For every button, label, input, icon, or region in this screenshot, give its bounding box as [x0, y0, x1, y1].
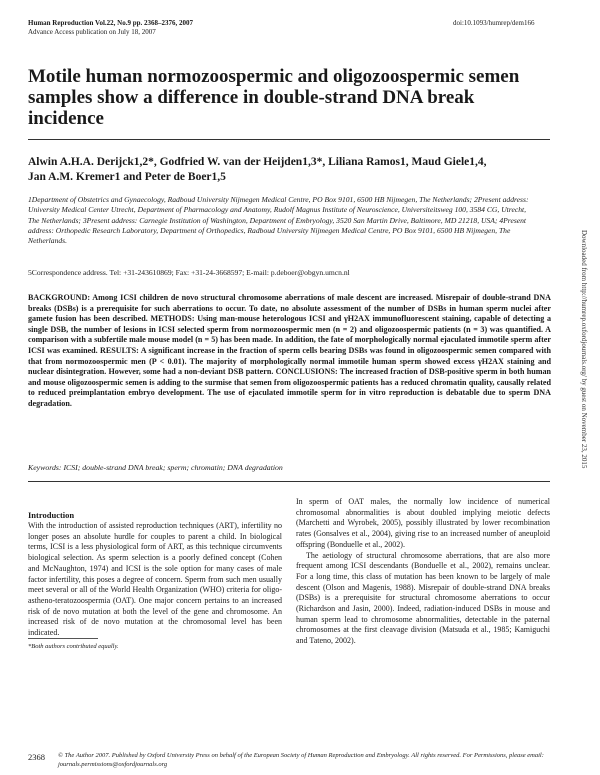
introduction-left-column: With the introduction of assisted reproduction techniques (ART), infertility no longer poses an absolute hurdle for couples to parent a child. In biological terms, ICSI is a less physiological form of ART, as this technique circumvents biological selection. As sperm selection is a poorly defined concept (Cohen and McNaughton, 1974) and ICSI is the sole option for many cases of male factor infertility, this poses a degree of concern. Sperm from such men usually meet several or all of the World Health Organization (WHO) criteria for oligo-astheno-teratozoospermia (OAT). One major concern pertains to an increased risk of de novo mutation at both the level of the gene and chromosome. An increased risk of de novo mutation at the chromosomal level has been indicated.: [28, 521, 282, 638]
download-watermark: [578, 230, 590, 550]
footnote: *Both authors contributed equally.: [28, 643, 119, 650]
journal-citation: Human Reproduction Vol.22, No.9 pp. 2368–2376, 2007: [28, 19, 193, 27]
title-divider: [28, 139, 550, 140]
intro-paragraph-1: In sperm of OAT males, the normally low incidence of numerical chromosomal abnormalities is about doubled implying meiotic defects (Marchetti and Wyrobek, 2005), possibly illustrated by lower recombination rates (Gonsalves et al., 2004), giving rise to an increased number of aneuploid offspring (Bonduelle et al., 2002).: [296, 497, 550, 549]
advance-access: Advance Access publication on July 18, 2007: [28, 28, 156, 36]
introduction-right-column: [296, 497, 550, 647]
abstract: BACKGROUND: Among ICSI children de novo structural chromosome aberrations of male descent are increased. Misrepair of double-strand DNA breaks (DSBs) is a prerequisite for such aberrations to occur. To date, no absolute assessment of the number of DSBs in human sperm nuclei after gamete fusion has been described. METHODS: Using man-mouse heterologous ICSI and γH2AX immunofluorescent staining, capable of detecting a single DSB, the number of lesions in ICSI selected sperm from normozoospermic men (n = 2) and oligozoospermic patients (n = 3) was quantified. A comparison with a subfertile male mouse model (n = 5) has been made. In addition, the fate of morphologically normal ejaculated immotile sperm after ICSI was examined. RESULTS: A significant increase in the fraction of sperm cells bearing DSBs was found in oligozoospermic semen compared with that from normozoospermic men (P < 0.01). The majority of morphologically normal immotile human sperm showed excess γH2AX staining and nuclear disintegration. However, some had a non-deviant DSB pattern. CONCLUSIONS: The increased fraction of DSB-positive sperm in both human and mouse oligozoospermic semen is adding to the surmise that semen from oligozoospermic patients has a reduced chromatin quality, causally related to reduced preimplantation embryo development. The use of ejaculated immotile sperm for in vitro reproduction is debatable due to sperm DNA degradation.: [28, 293, 551, 408]
affiliations: 1Department of Obstetrics and Gynaecology, Radboud University Nijmegen Medical Centre, PO Box 9101, 6500 HB Nijmegen, The Netherlands; 2Present address: University Medical Center Utrecht, Department of Pharmacology and Anatomy, Rudolf Magnus Institute of Neuroscience, Universiteitsweg 100, 3584 CG, Utrecht, The Netherlands; 3Present address: Carnegie Institution of Washington, Department of Embryology, 3520 San Martin Drive, Baltimore, MD 21218, USA; 4Present address: Orthopedic Research Laboratory, Department of Orthopedics, Radboud University Nijmegen Medical Centre, PO Box 9101, 6500 HB Nijmegen, The Netherlands.: [28, 195, 529, 246]
footnote-divider: [28, 638, 98, 639]
keywords: Keywords: ICSI; double-strand DNA break; sperm; chromatin; DNA degradation: [28, 463, 283, 472]
authors-line-1: Alwin A.H.A. Derijck1,2*, Godfried W. van der Heijden1,3*, Liliana Ramos1, Maud Giele1,4,: [28, 156, 487, 168]
paper-title: Motile human normozoospermic and oligozoospermic semen samples show a difference in double-strand DNA break incidence: [28, 66, 520, 129]
introduction-heading: Introduction: [28, 510, 75, 520]
copyright-notice: © The Author 2007. Published by Oxford University Press on behalf of the European Society of Human Reproduction and Embryology. All rights reserved. For Permissions, please email: journals.permissions@oxfordjournals.org: [58, 752, 544, 768]
author-list: [28, 155, 558, 185]
intro-paragraph-2: The aetiology of structural chromosome aberrations, that are also more frequent among ICSI descendants (Bonduelle et al., 2002), remains unclear. For a long time, this class of mutation has been known to be largely of male descent (Olson and Magenis, 1988). Misrepair of double-strand DNA breaks (DSBs) is a prerequisite for structural chromosome aberrations to occur (Richardson and Jasin, 2000). Indeed, radiation-induced DSBs in mouse and human sperm lead to chromosome abnormalities, detectable in the paternal chromosomes at the first cleavage division (Matsuda et al., 1985; Kamiguchi and Tateno, 2002).: [296, 550, 550, 646]
running-header: [28, 19, 193, 37]
abstract-divider: [28, 481, 550, 482]
doi[interactable]: doi:10.1093/humrep/dem166: [453, 19, 535, 27]
download-watermark-text: Downloaded from http://humrep.oxfordjournals.org/ by guest on November 23, 2015: [580, 230, 588, 469]
page-number: 2368: [28, 752, 45, 762]
correspondence: 5Correspondence address. Tel: +31-243610869; Fax: +31-24-3668597; E-mail: p.deboer@obgyn.umcn.nl: [28, 268, 350, 277]
authors-line-2: Jan A.M. Kremer1 and Peter de Boer1,5: [28, 171, 226, 183]
